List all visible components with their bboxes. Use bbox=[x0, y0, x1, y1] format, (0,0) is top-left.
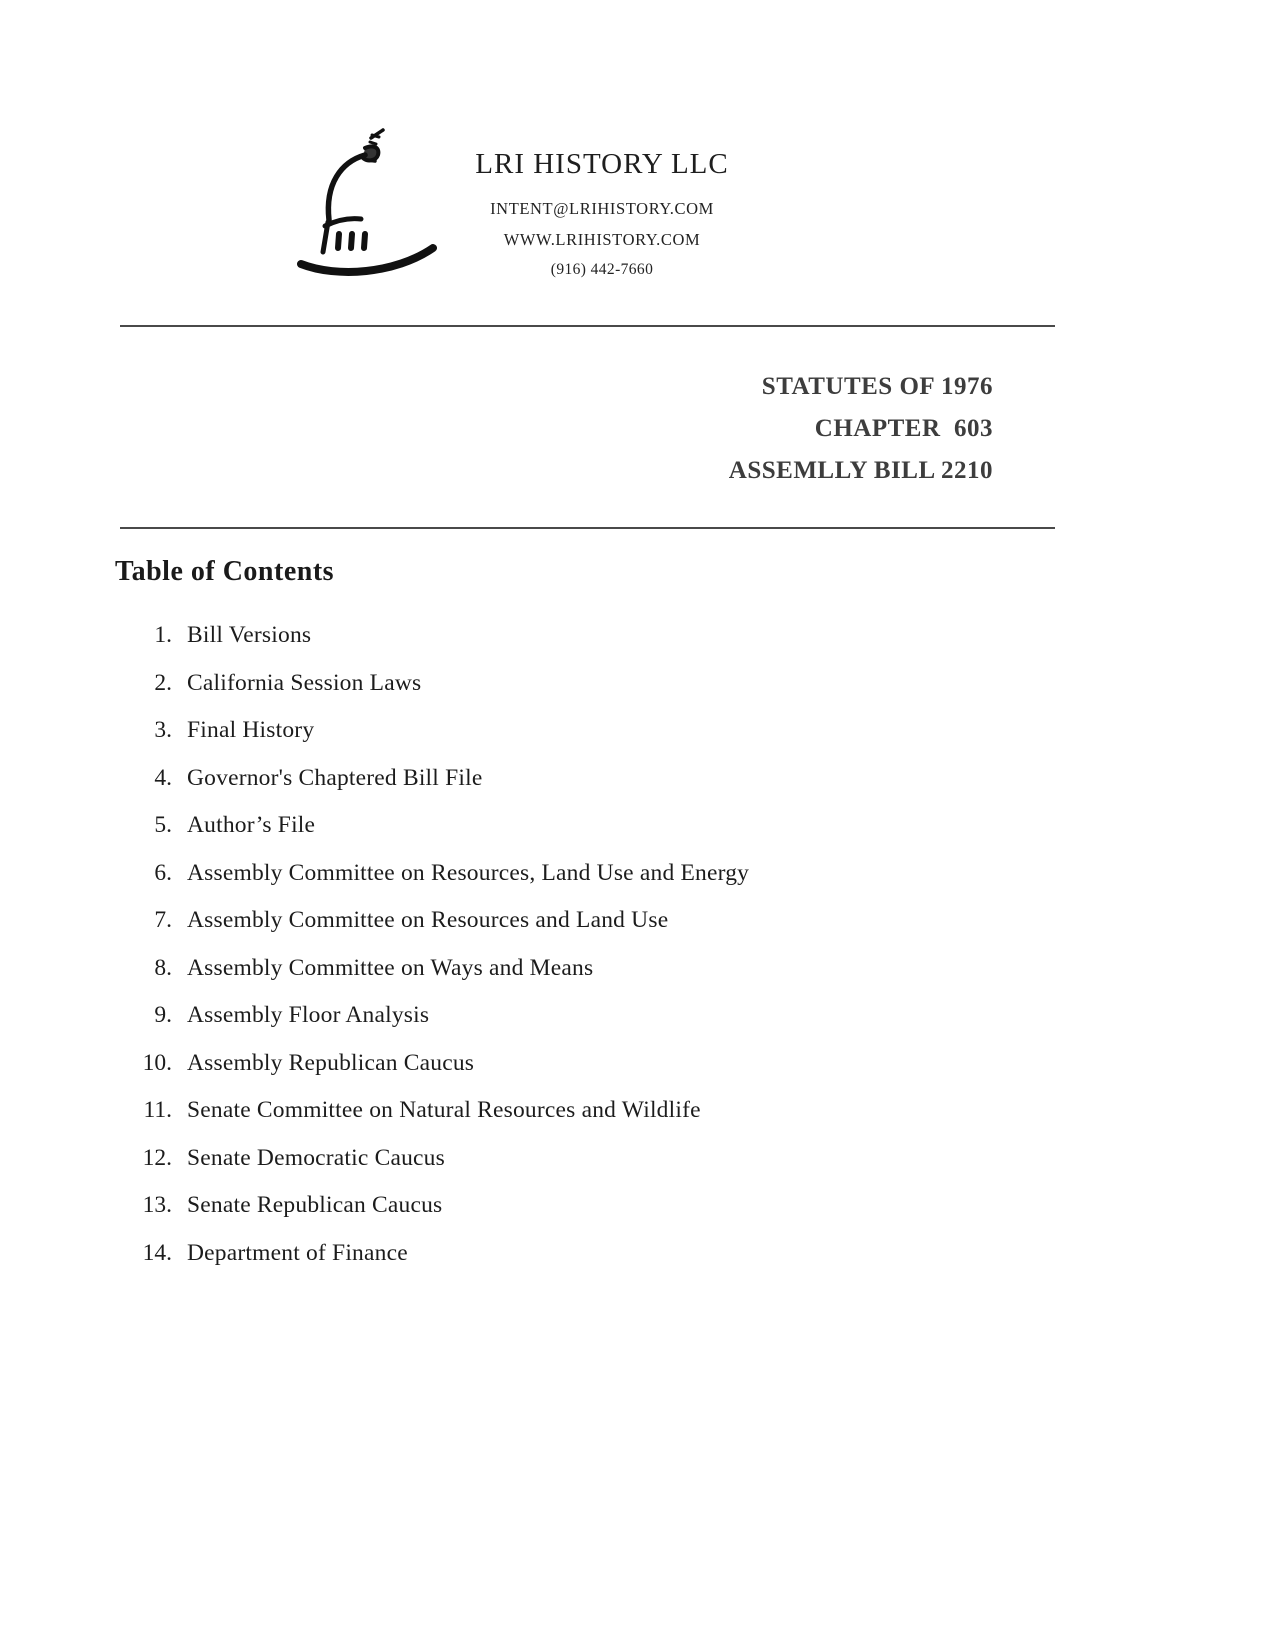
item-label: Author’s File bbox=[187, 812, 316, 838]
item-number: 11. bbox=[143, 1097, 172, 1123]
toc-item bbox=[115, 1192, 749, 1219]
toc-item bbox=[115, 955, 749, 982]
item-number: 8. bbox=[154, 954, 172, 981]
toc-item bbox=[115, 860, 749, 887]
item-label: Assembly Committee on Resources, Land Use and Energy bbox=[187, 859, 750, 886]
item-number: 9. bbox=[154, 1002, 172, 1028]
email-text: INTENT@LRIHISTORY.COM bbox=[490, 199, 714, 218]
toc-item bbox=[115, 765, 749, 792]
toc-item bbox=[115, 670, 749, 697]
toc-item bbox=[115, 1145, 749, 1172]
toc-item bbox=[115, 717, 749, 744]
item-number: 5. bbox=[154, 812, 172, 838]
item-number: 14. bbox=[142, 1239, 172, 1266]
toc-item bbox=[115, 1240, 749, 1267]
toc-item bbox=[115, 907, 749, 934]
website-text: WWW.LRIHISTORY.COM bbox=[503, 230, 701, 249]
toc-item bbox=[115, 1050, 749, 1077]
item-number: 4. bbox=[154, 764, 172, 791]
item-label: Senate Republican Caucus bbox=[187, 1192, 443, 1218]
title-block bbox=[729, 366, 993, 492]
capitol-dome-icon bbox=[295, 122, 440, 282]
toc-heading: Table of Contents bbox=[115, 556, 335, 587]
statutes-line: STATUTES OF 1976 bbox=[761, 373, 993, 400]
item-number: 12. bbox=[142, 1144, 172, 1171]
divider-top bbox=[120, 325, 1055, 327]
toc-item bbox=[115, 812, 749, 839]
item-label: Assembly Committee on Ways and Means bbox=[187, 954, 594, 981]
letterhead bbox=[452, 148, 752, 279]
item-number: 10. bbox=[142, 1049, 172, 1076]
toc-list bbox=[115, 622, 749, 1287]
item-number: 2. bbox=[154, 669, 172, 696]
item-number: 13. bbox=[142, 1192, 172, 1218]
divider-bottom bbox=[120, 527, 1055, 529]
item-number: 7. bbox=[154, 907, 172, 933]
item-label: Senate Democratic Caucus bbox=[187, 1144, 445, 1171]
company-logo bbox=[295, 122, 440, 282]
item-label: California Session Laws bbox=[187, 669, 422, 696]
bill-line: ASSEMLLY BILL 2210 bbox=[728, 457, 993, 484]
item-label: Governor's Chaptered Bill File bbox=[187, 764, 483, 791]
item-label: Assembly Floor Analysis bbox=[187, 1002, 430, 1028]
item-number: 3. bbox=[154, 717, 172, 743]
phone-text: (916) 442-7660 bbox=[550, 261, 654, 278]
item-label: Senate Committee on Natural Resources and Wildlife bbox=[187, 1097, 701, 1123]
item-label: Assembly Republican Caucus bbox=[187, 1049, 475, 1076]
item-label: Bill Versions bbox=[187, 622, 312, 648]
item-label: Department of Finance bbox=[187, 1239, 408, 1266]
item-label: Assembly Committee on Resources and Land Use bbox=[187, 907, 669, 933]
toc-item bbox=[115, 1002, 749, 1029]
item-label: Final History bbox=[187, 717, 315, 743]
chapter-line: CHAPTER 603 bbox=[814, 415, 993, 442]
toc-item bbox=[115, 1097, 749, 1124]
toc-item bbox=[115, 622, 749, 649]
item-number: 6. bbox=[154, 859, 172, 886]
item-number: 1. bbox=[154, 622, 172, 648]
company-name: LRI HISTORY LLC bbox=[475, 148, 729, 180]
